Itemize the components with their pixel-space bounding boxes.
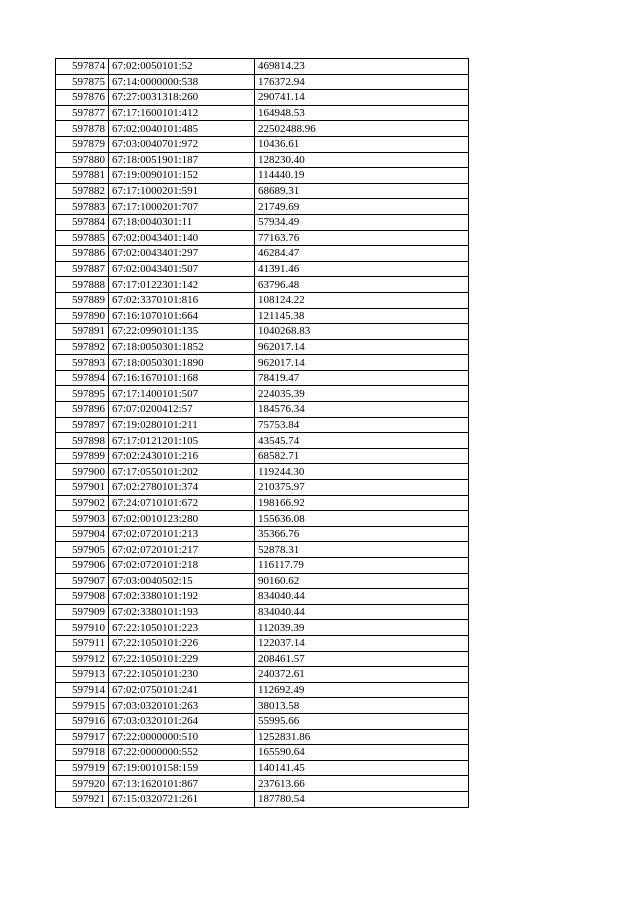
cadastral-number-cell: 67:02:0043401:140 bbox=[109, 230, 255, 246]
row-number-cell: 597892 bbox=[56, 339, 109, 355]
amount-cell: 43545.74 bbox=[255, 433, 469, 449]
table-row bbox=[56, 651, 469, 667]
amount-cell: 962017.14 bbox=[255, 339, 469, 355]
cadastral-number-cell: 67:02:0050101:52 bbox=[109, 59, 255, 75]
row-number-cell: 597883 bbox=[56, 199, 109, 215]
amount-cell: 210375.97 bbox=[255, 480, 469, 496]
amount-cell: 22502488.96 bbox=[255, 121, 469, 137]
table-row bbox=[56, 152, 469, 168]
cadastral-number-cell: 67:17:0121201:105 bbox=[109, 433, 255, 449]
table-row bbox=[56, 713, 469, 729]
amount-cell: 224035.39 bbox=[255, 386, 469, 402]
row-number-cell: 597884 bbox=[56, 214, 109, 230]
row-number-cell: 597889 bbox=[56, 292, 109, 308]
amount-cell: 240372.61 bbox=[255, 667, 469, 683]
amount-cell: 112692.49 bbox=[255, 682, 469, 698]
row-number-cell: 597878 bbox=[56, 121, 109, 137]
amount-cell: 75753.84 bbox=[255, 417, 469, 433]
row-number-cell: 597916 bbox=[56, 713, 109, 729]
amount-cell: 112039.39 bbox=[255, 620, 469, 636]
row-number-cell: 597894 bbox=[56, 370, 109, 386]
table-row bbox=[56, 791, 469, 807]
amount-cell: 57934.49 bbox=[255, 214, 469, 230]
table-row bbox=[56, 261, 469, 277]
cadastral-number-cell: 67:02:3380101:192 bbox=[109, 589, 255, 605]
table-row bbox=[56, 589, 469, 605]
amount-cell: 121145.38 bbox=[255, 308, 469, 324]
cadastral-number-cell: 67:03:0320101:264 bbox=[109, 713, 255, 729]
row-number-cell: 597891 bbox=[56, 324, 109, 340]
row-number-cell: 597876 bbox=[56, 90, 109, 106]
amount-cell: 52878.31 bbox=[255, 542, 469, 558]
table-row bbox=[56, 214, 469, 230]
table-row bbox=[56, 339, 469, 355]
table-row bbox=[56, 745, 469, 761]
row-number-cell: 597920 bbox=[56, 776, 109, 792]
table-row bbox=[56, 635, 469, 651]
table-row bbox=[56, 511, 469, 527]
amount-cell: 208461.57 bbox=[255, 651, 469, 667]
cadastral-number-cell: 67:18:0040301:11 bbox=[109, 214, 255, 230]
amount-cell: 41391.46 bbox=[255, 261, 469, 277]
cadastral-number-cell: 67:18:0050301:1852 bbox=[109, 339, 255, 355]
cadastral-number-cell: 67:22:1050101:226 bbox=[109, 635, 255, 651]
table-row bbox=[56, 760, 469, 776]
row-number-cell: 597917 bbox=[56, 729, 109, 745]
cadastral-number-cell: 67:19:0280101:211 bbox=[109, 417, 255, 433]
table-row bbox=[56, 105, 469, 121]
table-row bbox=[56, 292, 469, 308]
amount-cell: 237613.66 bbox=[255, 776, 469, 792]
table-row bbox=[56, 277, 469, 293]
row-number-cell: 597900 bbox=[56, 464, 109, 480]
amount-cell: 962017.14 bbox=[255, 355, 469, 371]
cadastral-number-cell: 67:02:2430101:216 bbox=[109, 448, 255, 464]
cadastral-number-cell: 67:16:1070101:664 bbox=[109, 308, 255, 324]
cadastral-number-cell: 67:03:0040502:15 bbox=[109, 573, 255, 589]
table-row bbox=[56, 495, 469, 511]
amount-cell: 55995.66 bbox=[255, 713, 469, 729]
amount-cell: 46284.47 bbox=[255, 246, 469, 262]
cadastral-number-cell: 67:22:1050101:230 bbox=[109, 667, 255, 683]
table-row bbox=[56, 355, 469, 371]
cadastral-number-cell: 67:13:1620101:867 bbox=[109, 776, 255, 792]
cadastral-number-cell: 67:02:2780101:374 bbox=[109, 480, 255, 496]
table-row bbox=[56, 59, 469, 75]
row-number-cell: 597875 bbox=[56, 74, 109, 90]
table-row bbox=[56, 729, 469, 745]
row-number-cell: 597881 bbox=[56, 168, 109, 184]
cadastral-number-cell: 67:03:0320101:263 bbox=[109, 698, 255, 714]
table-row bbox=[56, 386, 469, 402]
cadastral-number-cell: 67:22:0000000:552 bbox=[109, 745, 255, 761]
table-row bbox=[56, 620, 469, 636]
amount-cell: 155636.08 bbox=[255, 511, 469, 527]
table-row bbox=[56, 542, 469, 558]
row-number-cell: 597909 bbox=[56, 604, 109, 620]
cadastral-number-cell: 67:17:1400101:507 bbox=[109, 386, 255, 402]
table-row bbox=[56, 308, 469, 324]
row-number-cell: 597899 bbox=[56, 448, 109, 464]
cadastral-number-cell: 67:16:1670101:168 bbox=[109, 370, 255, 386]
table-row bbox=[56, 246, 469, 262]
amount-cell: 165590.64 bbox=[255, 745, 469, 761]
cadastral-number-cell: 67:19:0010158:159 bbox=[109, 760, 255, 776]
table-row bbox=[56, 698, 469, 714]
row-number-cell: 597915 bbox=[56, 698, 109, 714]
row-number-cell: 597904 bbox=[56, 526, 109, 542]
cadastral-number-cell: 67:18:0050301:1890 bbox=[109, 355, 255, 371]
row-number-cell: 597918 bbox=[56, 745, 109, 761]
table-row bbox=[56, 230, 469, 246]
table-row bbox=[56, 168, 469, 184]
row-number-cell: 597888 bbox=[56, 277, 109, 293]
amount-cell: 128230.40 bbox=[255, 152, 469, 168]
row-number-cell: 597895 bbox=[56, 386, 109, 402]
amount-cell: 184576.34 bbox=[255, 402, 469, 418]
row-number-cell: 597886 bbox=[56, 246, 109, 262]
amount-cell: 469814.23 bbox=[255, 59, 469, 75]
row-number-cell: 597874 bbox=[56, 59, 109, 75]
cadastral-number-cell: 67:22:0000000:510 bbox=[109, 729, 255, 745]
table-row bbox=[56, 480, 469, 496]
row-number-cell: 597896 bbox=[56, 402, 109, 418]
row-number-cell: 597898 bbox=[56, 433, 109, 449]
amount-cell: 38013.58 bbox=[255, 698, 469, 714]
amount-cell: 140141.45 bbox=[255, 760, 469, 776]
amount-cell: 1252831.86 bbox=[255, 729, 469, 745]
row-number-cell: 597882 bbox=[56, 183, 109, 199]
row-number-cell: 597910 bbox=[56, 620, 109, 636]
row-number-cell: 597879 bbox=[56, 136, 109, 152]
cadastral-number-cell: 67:17:0122301:142 bbox=[109, 277, 255, 293]
cadastral-number-cell: 67:03:0040701:972 bbox=[109, 136, 255, 152]
row-number-cell: 597887 bbox=[56, 261, 109, 277]
row-number-cell: 597890 bbox=[56, 308, 109, 324]
cadastral-number-cell: 67:17:1600101:412 bbox=[109, 105, 255, 121]
table-row bbox=[56, 90, 469, 106]
cadastral-number-cell: 67:19:0090101:152 bbox=[109, 168, 255, 184]
cadastral-number-cell: 67:14:0000000:538 bbox=[109, 74, 255, 90]
cadastral-number-cell: 67:17:1000201:591 bbox=[109, 183, 255, 199]
amount-cell: 1040268.83 bbox=[255, 324, 469, 340]
amount-cell: 176372.94 bbox=[255, 74, 469, 90]
cadastral-number-cell: 67:27:0031318:260 bbox=[109, 90, 255, 106]
amount-cell: 108124.22 bbox=[255, 292, 469, 308]
table-row bbox=[56, 776, 469, 792]
amount-cell: 164948.53 bbox=[255, 105, 469, 121]
table-row bbox=[56, 667, 469, 683]
row-number-cell: 597907 bbox=[56, 573, 109, 589]
cadastral-number-cell: 67:07:0200412:57 bbox=[109, 402, 255, 418]
table-row bbox=[56, 558, 469, 574]
cadastral-number-cell: 67:02:0720101:217 bbox=[109, 542, 255, 558]
table-row bbox=[56, 417, 469, 433]
amount-cell: 63796.48 bbox=[255, 277, 469, 293]
amount-cell: 68689.31 bbox=[255, 183, 469, 199]
amount-cell: 290741.14 bbox=[255, 90, 469, 106]
row-number-cell: 597877 bbox=[56, 105, 109, 121]
row-number-cell: 597921 bbox=[56, 791, 109, 807]
amount-cell: 114440.19 bbox=[255, 168, 469, 184]
table-body bbox=[56, 59, 469, 808]
cadastral-number-cell: 67:02:0720101:213 bbox=[109, 526, 255, 542]
amount-cell: 77163.76 bbox=[255, 230, 469, 246]
cadastral-number-cell: 67:02:0720101:218 bbox=[109, 558, 255, 574]
row-number-cell: 597885 bbox=[56, 230, 109, 246]
amount-cell: 35366.76 bbox=[255, 526, 469, 542]
amount-cell: 834040.44 bbox=[255, 604, 469, 620]
amount-cell: 187780.54 bbox=[255, 791, 469, 807]
table-row bbox=[56, 199, 469, 215]
table-row bbox=[56, 121, 469, 137]
amount-cell: 90160.62 bbox=[255, 573, 469, 589]
amount-cell: 78419.47 bbox=[255, 370, 469, 386]
cadastral-number-cell: 67:02:0750101:241 bbox=[109, 682, 255, 698]
row-number-cell: 597897 bbox=[56, 417, 109, 433]
cadastral-number-cell: 67:02:3370101:816 bbox=[109, 292, 255, 308]
table-row bbox=[56, 526, 469, 542]
row-number-cell: 597880 bbox=[56, 152, 109, 168]
table-row bbox=[56, 433, 469, 449]
cadastral-number-cell: 67:15:0320721:261 bbox=[109, 791, 255, 807]
cadastral-number-cell: 67:02:0043401:507 bbox=[109, 261, 255, 277]
row-number-cell: 597908 bbox=[56, 589, 109, 605]
amount-cell: 834040.44 bbox=[255, 589, 469, 605]
data-table bbox=[55, 58, 469, 808]
table-row bbox=[56, 573, 469, 589]
cadastral-number-cell: 67:02:0040101:485 bbox=[109, 121, 255, 137]
amount-cell: 116117.79 bbox=[255, 558, 469, 574]
table-row bbox=[56, 682, 469, 698]
amount-cell: 68582.71 bbox=[255, 448, 469, 464]
amount-cell: 119244.30 bbox=[255, 464, 469, 480]
table-row bbox=[56, 74, 469, 90]
cadastral-number-cell: 67:18:0051901:187 bbox=[109, 152, 255, 168]
table-row bbox=[56, 464, 469, 480]
row-number-cell: 597914 bbox=[56, 682, 109, 698]
row-number-cell: 597906 bbox=[56, 558, 109, 574]
table-row bbox=[56, 183, 469, 199]
cadastral-number-cell: 67:22:0990101:135 bbox=[109, 324, 255, 340]
cadastral-number-cell: 67:02:3380101:193 bbox=[109, 604, 255, 620]
row-number-cell: 597893 bbox=[56, 355, 109, 371]
cadastral-number-cell: 67:17:1000201:707 bbox=[109, 199, 255, 215]
row-number-cell: 597919 bbox=[56, 760, 109, 776]
cadastral-number-cell: 67:02:0043401:297 bbox=[109, 246, 255, 262]
cadastral-number-cell: 67:22:1050101:229 bbox=[109, 651, 255, 667]
row-number-cell: 597903 bbox=[56, 511, 109, 527]
amount-cell: 21749.69 bbox=[255, 199, 469, 215]
row-number-cell: 597912 bbox=[56, 651, 109, 667]
row-number-cell: 597902 bbox=[56, 495, 109, 511]
table-row bbox=[56, 448, 469, 464]
amount-cell: 10436.61 bbox=[255, 136, 469, 152]
row-number-cell: 597911 bbox=[56, 635, 109, 651]
table-row bbox=[56, 370, 469, 386]
row-number-cell: 597901 bbox=[56, 480, 109, 496]
table-row bbox=[56, 136, 469, 152]
amount-cell: 198166.92 bbox=[255, 495, 469, 511]
row-number-cell: 597913 bbox=[56, 667, 109, 683]
row-number-cell: 597905 bbox=[56, 542, 109, 558]
table-row bbox=[56, 402, 469, 418]
cadastral-number-cell: 67:22:1050101:223 bbox=[109, 620, 255, 636]
table-row bbox=[56, 324, 469, 340]
table-row bbox=[56, 604, 469, 620]
cadastral-number-cell: 67:02:0010123:280 bbox=[109, 511, 255, 527]
cadastral-number-cell: 67:24:0710101:672 bbox=[109, 495, 255, 511]
amount-cell: 122037.14 bbox=[255, 635, 469, 651]
cadastral-number-cell: 67:17:0550101:202 bbox=[109, 464, 255, 480]
